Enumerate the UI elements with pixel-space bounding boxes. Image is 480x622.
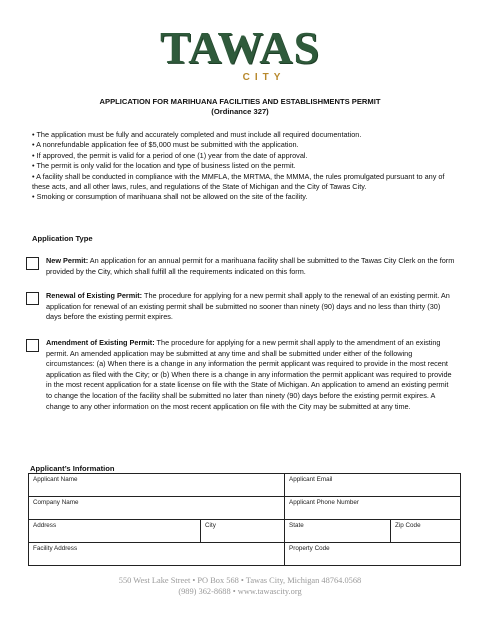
state-field[interactable]: State bbox=[285, 520, 391, 543]
footer-address: 550 West Lake Street • PO Box 568 • Tawas City, Michigan 48764.0568 bbox=[118, 576, 362, 585]
applicant-name-field[interactable]: Applicant Name bbox=[29, 474, 285, 497]
requirement-item: • The application must be fully and accurately completed and must include all required documentation. bbox=[32, 130, 362, 139]
applicant-info-table bbox=[28, 473, 461, 566]
option-text bbox=[46, 291, 456, 323]
applicant-email-field[interactable]: Applicant Email bbox=[285, 474, 461, 497]
option-renewal-permit bbox=[26, 291, 456, 323]
application-type-heading: Application Type bbox=[32, 234, 93, 243]
tawas-city-logo bbox=[0, 22, 480, 83]
renewal-permit-checkbox[interactable] bbox=[26, 292, 39, 305]
option-amendment-permit bbox=[26, 338, 456, 412]
option-description: The procedure for applying for a new permit shall apply to the renewal of an existing permit. An application for renewal of an existing permit shall be submitted no sooner than ninety (90) days and no less than thirty (30) days before the existing permit expires. bbox=[46, 291, 450, 322]
requirement-item: • A facility shall be conducted in compliance with the MMFLA, the MRTMA, the MMMA, the rules promulgated pursuant to any of these acts, and all other laws, rules, and regulations of the State of Michigan and the City of Tawas City. bbox=[32, 171, 445, 192]
facility-address-field[interactable]: Facility Address bbox=[29, 543, 285, 566]
applicant-phone-field[interactable]: Applicant Phone Number bbox=[285, 497, 461, 520]
logo-wordmark: TAWAS bbox=[159, 22, 321, 73]
requirement-item: • A nonrefundable application fee of $5,000 must be submitted with the application. bbox=[32, 140, 299, 150]
option-label: Amendment of Existing Permit: bbox=[46, 338, 155, 347]
requirement-item: • The permit is only valid for the location and type of business listed on the permit. bbox=[32, 161, 296, 171]
document-title bbox=[0, 97, 480, 117]
option-label: Renewal of Existing Permit: bbox=[46, 291, 143, 300]
amendment-permit-checkbox[interactable] bbox=[26, 339, 39, 352]
option-label: New Permit: bbox=[46, 256, 89, 265]
requirement-item: • Smoking or consumption of marihuana shall not be allowed on the site of the facility. bbox=[32, 192, 308, 202]
option-text bbox=[46, 338, 456, 412]
logo-subtitle: CITY bbox=[242, 72, 286, 83]
option-description: The procedure for applying for a new permit shall apply to the amendment of an existing permit. An amended application may be submitted at any time and shall be submitted under either of the following circumstances: (a) When there is a change in any information the permit applicant was required to provide in the most recent application as filed with the City; or (b) When there is a change in any information the permit applicant was required to provide in the most recent application for a state license on file with the State of Michigan. An application to amend an existing permit to change the location of the facility shall be submitted no later than ninety (90) days before the existing permit expires. A change to any other information on the most recent application on file with the City may be submitted at any time. bbox=[46, 338, 452, 411]
option-description: An application for an annual permit for a marihuana facility shall be submitted to the Tawas City Clerk on the form provided by the City, which shall fulfill all the requirements indicated on this form. bbox=[46, 256, 455, 276]
applicant-info-heading: Applicant’s Information bbox=[30, 464, 115, 473]
option-text bbox=[46, 256, 456, 277]
footer-phone-web: (989) 362-8688 • www.tawascity.org bbox=[178, 587, 302, 596]
zip-code-field[interactable]: Zip Code bbox=[391, 520, 461, 543]
title-line-2: (Ordinance 327) bbox=[211, 107, 269, 116]
requirement-item: • If approved, the permit is valid for a period of one (1) year from the date of approval. bbox=[32, 150, 308, 160]
city-field[interactable]: City bbox=[201, 520, 285, 543]
footer-contact bbox=[0, 575, 480, 597]
property-code-field[interactable]: Property Code bbox=[285, 543, 461, 566]
title-line-1: APPLICATION FOR MARIHUANA FACILITIES AND ESTABLISHMENTS PERMIT bbox=[99, 97, 381, 106]
address-field[interactable]: Address bbox=[29, 520, 201, 543]
requirements-list bbox=[32, 130, 452, 203]
new-permit-checkbox[interactable] bbox=[26, 257, 39, 270]
option-new-permit bbox=[26, 256, 456, 277]
company-name-field[interactable]: Company Name bbox=[29, 497, 285, 520]
